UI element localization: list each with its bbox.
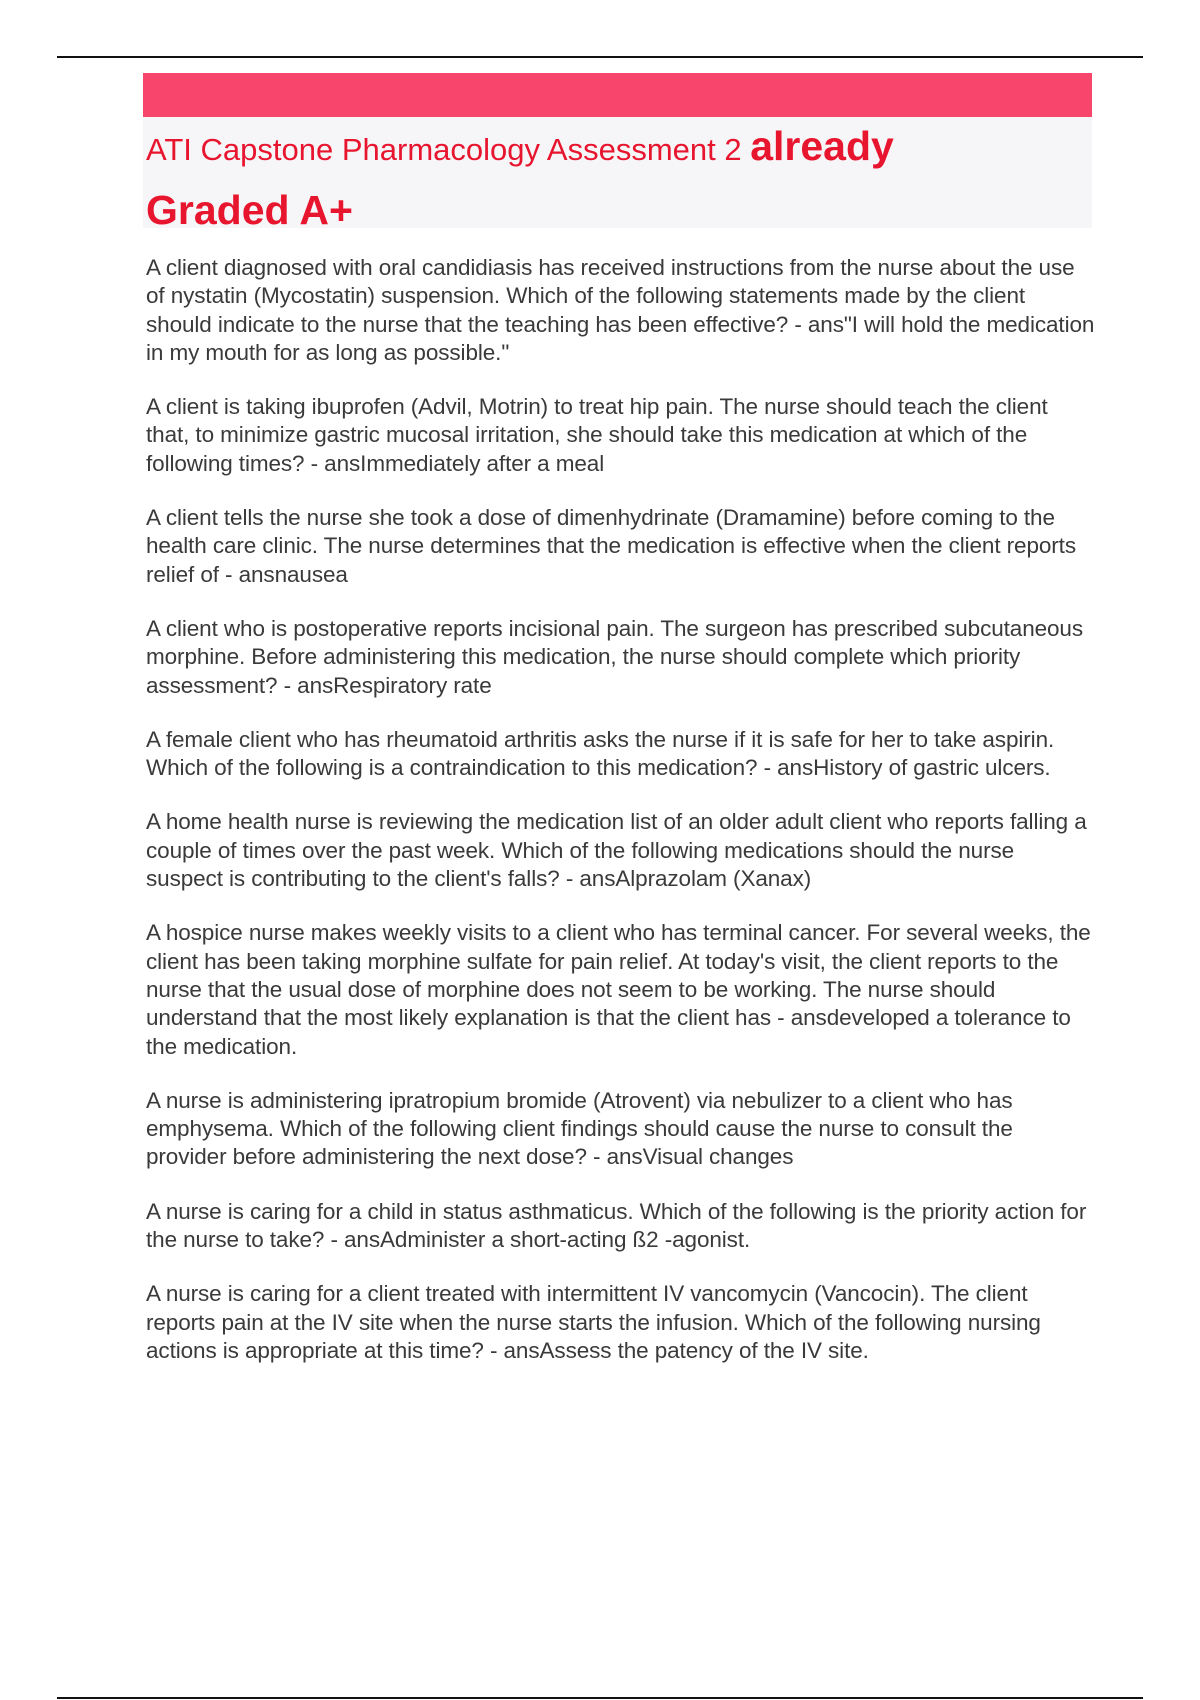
answer-prefix: - ans xyxy=(324,1227,381,1253)
bottom-rule xyxy=(57,1697,1143,1699)
top-rule xyxy=(57,56,1143,58)
answer-prefix: - ans xyxy=(277,672,334,698)
qa-item xyxy=(146,726,1096,783)
question-text: A nurse is caring for a client treated with intermittent IV vancomycin (Vancocin). The client reports pain at the IV site when the nurse starts the infusion. Which of the following nursing actions is appropriate at this time? xyxy=(146,1281,1041,1363)
answer-prefix: - ans xyxy=(218,561,275,587)
answer-text: History of gastric ulcers. xyxy=(813,755,1051,781)
answer-prefix: - ans xyxy=(757,755,814,781)
question-text: A hospice nurse makes weekly visits to a client who has terminal cancer. For several weeks, the client has been taking morphine sulfate for pain relief. At today's visit, the client reports to the nurse that the usual dose of morphine does not seem to be working. The nurse should understand that the most likely explanation is that the client has xyxy=(146,920,1091,1031)
question-text: A client diagnosed with oral candidiasis has received instructions from the nurse about the use of nystatin (Mycostatin) suspension. Which of the following statements made by the client should indicate to the nurse that the teaching has been effective? xyxy=(146,255,1075,337)
qa-item xyxy=(146,393,1096,478)
question-text: A female client who has rheumatoid arthritis asks the nurse if it is safe for her to take aspirin. Which of the following is a contraindication to this medication? xyxy=(146,726,1055,781)
title-box xyxy=(143,117,1092,233)
answer-prefix: - ans xyxy=(559,866,616,892)
question-text: A home health nurse is reviewing the medication list of an older adult client who reports falling a couple of times over the past week. Which of the following medications should the nurse suspect is contributing to the client's falls? xyxy=(146,809,1087,892)
qa-item xyxy=(146,504,1096,589)
answer-prefix: - ans xyxy=(483,1337,540,1363)
qa-item xyxy=(146,1280,1096,1365)
title-part-1: ATI Capstone Pharmacology Assessment 2 xyxy=(146,132,751,167)
qa-item xyxy=(146,615,1096,700)
question-text: A nurse is caring for a child in status asthmaticus. Which of the following is the priority action for the nurse to take? xyxy=(146,1198,1087,1253)
title-part-3: Graded A+ xyxy=(146,187,353,233)
qa-item xyxy=(146,1087,1096,1172)
answer-text: Assess the patency of the IV site. xyxy=(539,1337,869,1363)
header-banner xyxy=(143,73,1092,117)
qa-item xyxy=(146,254,1096,367)
question-text: A client is taking ibuprofen (Advil, Motrin) to treat hip pain. The nurse should teach the client that, to minimize gastric mucosal irritation, she should take this medication at which of the following times? xyxy=(146,394,1048,476)
title-part-2: already xyxy=(750,123,894,169)
answer-prefix: - ans xyxy=(788,311,844,337)
answer-text: Administer a short-acting ß2 -agonist. xyxy=(380,1227,751,1253)
answer-text: developed a tolerance to the medication. xyxy=(146,1005,1071,1059)
document-title xyxy=(146,119,1076,247)
question-text: A client who is postoperative reports incisional pain. The surgeon has prescribed subcutaneous morphine. Before administering this medication, the nurse should complete which priority assessment? xyxy=(146,615,1083,698)
answer-prefix: - ans xyxy=(304,450,361,476)
answer-text: Respiratory rate xyxy=(333,672,492,698)
answer-text: Visual changes xyxy=(642,1144,794,1170)
answer-prefix: - ans xyxy=(771,1005,827,1031)
qa-item xyxy=(146,919,1096,1060)
answer-prefix: - ans xyxy=(586,1144,643,1170)
answer-text: Immediately after a meal xyxy=(360,450,605,476)
qa-item xyxy=(146,1198,1096,1255)
question-text: A client tells the nurse she took a dose of dimenhydrinate (Dramamine) before coming to the health care clinic. The nurse determines that the medication is effective when the client reports relief of xyxy=(146,505,1076,587)
qa-item xyxy=(146,808,1096,893)
qa-list xyxy=(146,254,1096,1391)
answer-text: nausea xyxy=(274,561,348,587)
answer-text: "I will hold the medication in my mouth for as long as possible." xyxy=(146,311,1095,365)
question-text: A nurse is administering ipratropium bromide (Atrovent) via nebulizer to a client who has emphysema. Which of the following client findings should cause the nurse to consult the provider before administering the next dose? xyxy=(146,1087,1013,1170)
answer-text: Alprazolam (Xanax) xyxy=(615,866,812,892)
